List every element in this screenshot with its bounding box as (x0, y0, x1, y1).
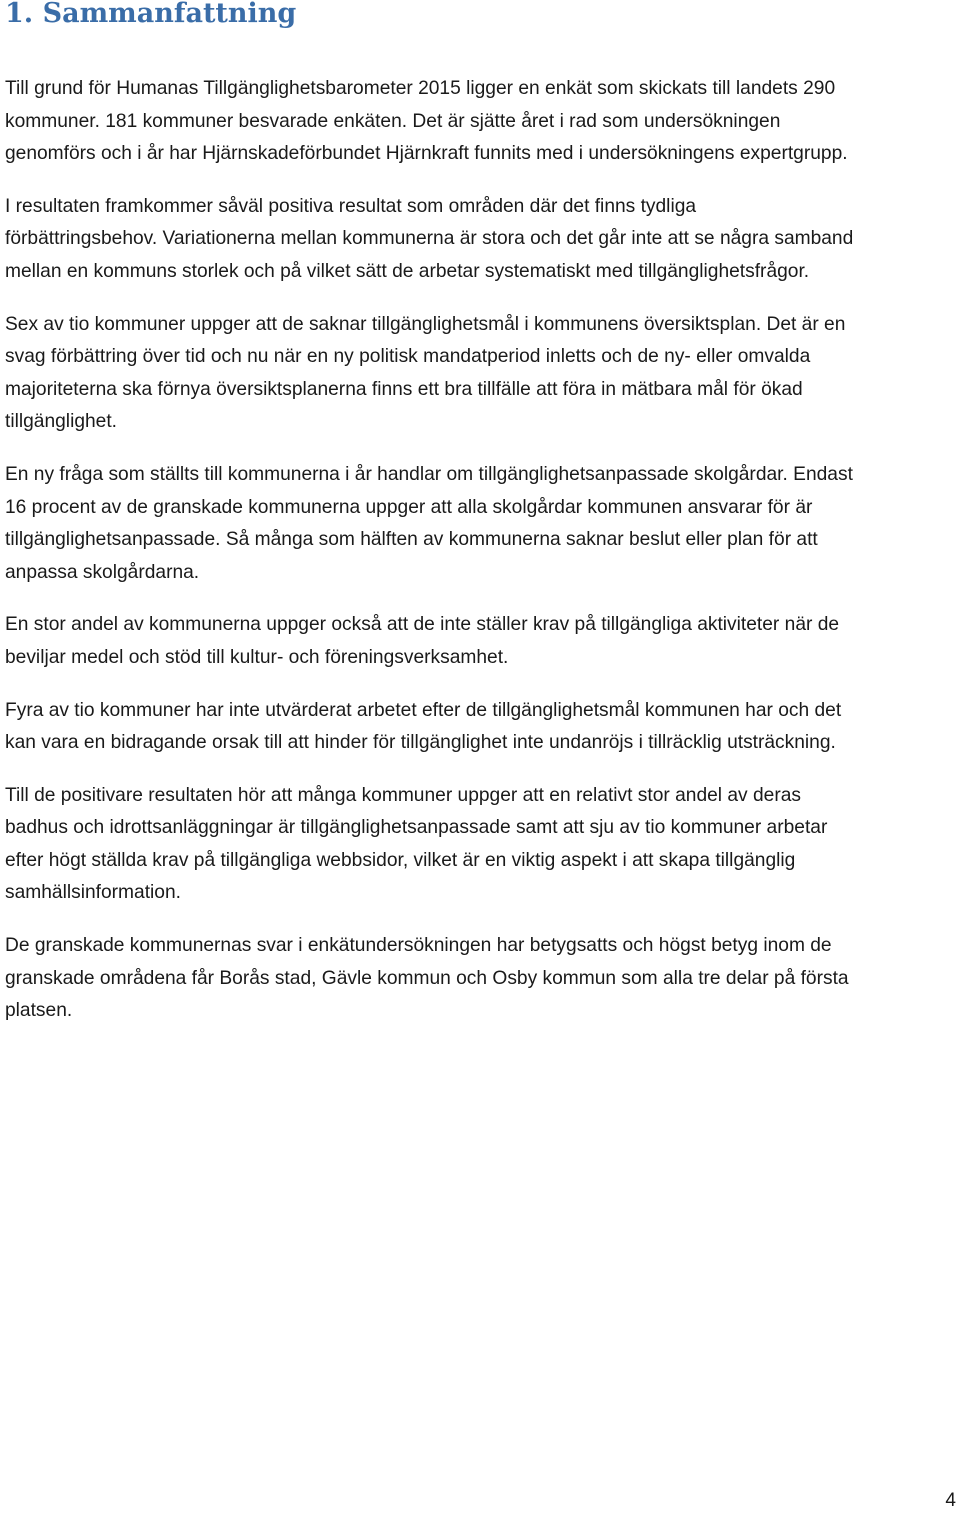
text-line: kan vara en bidragande orsak till att hinder för tillgänglighet inte undanröjs i tillräcklig utsträckning. (5, 732, 836, 754)
text-line: mellan en kommuns storlek och på vilket sätt de arbetar systematiskt med tillgänglighetsfrågor. (5, 260, 810, 282)
text-line: badhus och idrottsanläggningar är tillgänglighetsanpassade samt att sju av tio kommuner arbetar (5, 817, 828, 839)
paragraph (5, 459, 957, 589)
text-line: svag förbättring över tid och nu när en ny politisk mandatperiod inletts och de ny- eller omvalda (5, 346, 811, 368)
text-line: efter högt ställda krav på tillgängliga webbsidor, vilket är en viktig aspekt i att skapa tillgänglig (5, 849, 796, 871)
text-line: 16 procent av de granskade kommunerna uppger att alla skolgårdar kommunen ansvarar för är (5, 496, 813, 518)
text-line: Fyra av tio kommuner har inte utvärderat arbetet efter de tillgänglighetsmål kommunen har och det (5, 699, 842, 721)
text-line: beviljar medel och stöd till kultur- och föreningsverksamhet. (5, 646, 509, 668)
paragraph (5, 609, 957, 674)
document-body (5, 73, 957, 1048)
text-line: Sex av tio kommuner uppger att de saknar tillgänglighetsmål i kommunens översiktsplan. Det är en (5, 313, 846, 335)
text-line: I resultaten framkommer såväl positiva resultat som områden där det finns tydliga (5, 195, 697, 217)
text-line: Till de positivare resultaten hör att många kommuner uppger att en relativt stor andel av deras (5, 784, 801, 806)
paragraph (5, 780, 957, 910)
text-line: samhällsinformation. (5, 882, 181, 904)
page-number: 4 (945, 1490, 956, 1511)
text-line: kommuner. 181 kommuner besvarade enkäten. Det är sjätte året i rad som undersökningen (5, 110, 781, 132)
text-line: anpassa skolgårdarna. (5, 561, 200, 583)
text-line: De granskade kommunernas svar i enkätundersökningen har betygsatts och högst betyg inom de (5, 935, 832, 957)
paragraph (5, 930, 957, 1028)
text-line: tillgänglighet. (5, 411, 118, 433)
text-line: genomförs och i år har Hjärnskadeförbundet Hjärnkraft funnits med i undersökningens expertgrupp. (5, 143, 848, 165)
paragraph (5, 191, 957, 289)
text-line: platsen. (5, 1000, 73, 1022)
text-line: tillgänglighetsanpassade. Så många som hälften av kommunerna saknar beslut eller plan för att (5, 529, 818, 551)
text-line: granskade områdena får Borås stad, Gävle kommun och Osby kommun som alla tre delar på första (5, 967, 849, 989)
text-line: Till grund för Humanas Tillgänglighetsbarometer 2015 ligger en enkät som skickats till landets 290 (5, 78, 836, 99)
paragraph (5, 695, 957, 760)
text-line: förbättringsbehov. Variationerna mellan kommunerna är stora och det går inte att se några samband (5, 228, 854, 250)
paragraph (5, 309, 957, 439)
text-line: majoriteterna ska förnya översiktsplanerna finns ett bra tillfälle att föra in mätbara mål för ökad (5, 378, 803, 400)
text-line: En stor andel av kommunerna uppger också att de inte ställer krav på tillgängliga aktiviteter när de (5, 614, 840, 636)
text-line: En ny fråga som ställts till kommunerna i år handlar om tillgänglighetsanpassade skolgårdar. Endast (5, 463, 853, 485)
paragraph (5, 73, 957, 171)
section-heading: 1. Sammanfattning (5, 0, 297, 29)
